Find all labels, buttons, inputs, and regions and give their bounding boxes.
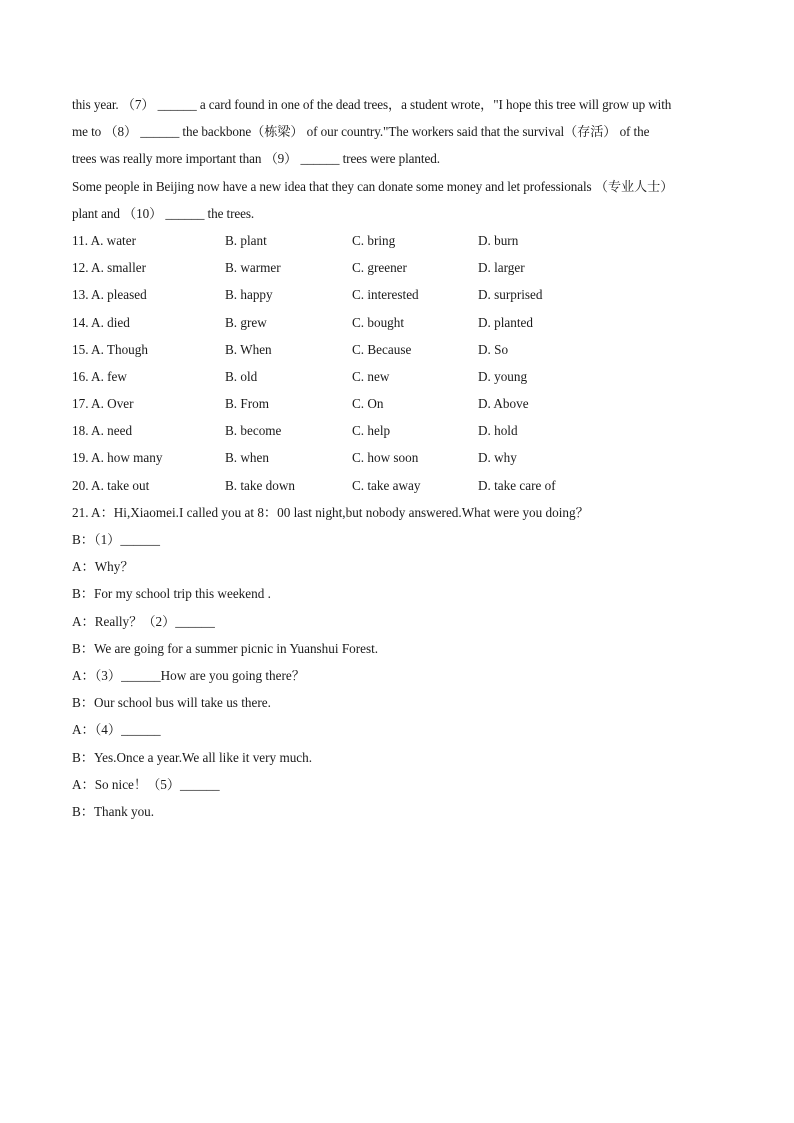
option-a: 20. A. take out <box>72 477 150 493</box>
option-c: C. new <box>352 368 390 384</box>
dialogue-line: A：（3）______How are you going there？ <box>72 667 305 683</box>
option-a: 19. A. how many <box>72 450 163 466</box>
dialogue-line: B：For my school trip this weekend . <box>72 586 271 602</box>
option-d: D. So <box>478 341 509 357</box>
option-d: D. why <box>478 450 517 466</box>
dialogue-line: B：Yes.Once a year.We all like it very much. <box>72 749 313 765</box>
option-b: B. From <box>225 396 269 412</box>
question-row <box>72 257 732 284</box>
option-a: 14. A. died <box>72 314 130 330</box>
dialogue-line: B：We are going for a summer picnic in Yuanshui Forest. <box>72 640 379 656</box>
option-d: D. Above <box>478 396 529 412</box>
question-row <box>72 284 732 311</box>
option-d: D. burn <box>478 232 519 248</box>
dialogue-line: B：Our school bus will take us there. <box>72 695 271 711</box>
option-d: D. larger <box>478 260 525 276</box>
option-b: B. When <box>225 341 272 357</box>
dialogue-line: B：（1）______ <box>72 532 160 547</box>
option-c: C. On <box>352 396 384 412</box>
option-b: B. become <box>225 423 282 439</box>
dialogue-section <box>72 502 732 828</box>
option-c: C. how soon <box>352 450 419 466</box>
option-a: 17. A. Over <box>72 396 134 412</box>
option-a: 12. A. smaller <box>72 260 146 276</box>
passage-line: plant and （10） ______ the trees. <box>72 205 255 221</box>
question-row <box>72 475 732 502</box>
option-a: 16. A. few <box>72 368 127 384</box>
question-row <box>72 230 732 257</box>
option-b: B. warmer <box>225 260 281 276</box>
option-a: 15. A. Though <box>72 341 148 357</box>
option-d: D. surprised <box>478 287 543 303</box>
dialogue-line: A：Why？ <box>72 559 134 575</box>
dialogue-line: A：Really？（2）______ <box>72 613 215 629</box>
option-b: B. take down <box>225 477 295 493</box>
option-d: D. young <box>478 368 528 384</box>
dialogue-line: 21. A：Hi,Xiaomei.I called you at 8：00 last night,but nobody answered.What were you doing？ <box>72 504 589 520</box>
question-row <box>72 339 732 366</box>
option-a: 18. A. need <box>72 423 133 439</box>
option-c: C. bring <box>352 232 396 248</box>
option-c: C. take away <box>352 477 421 493</box>
option-b: B. grew <box>225 314 267 330</box>
option-c: C. greener <box>352 260 407 276</box>
option-b: B. when <box>225 450 269 466</box>
question-row <box>72 366 732 393</box>
dialogue-line: B：Thank you. <box>72 803 155 819</box>
option-b: B. old <box>225 368 258 384</box>
passage-line: Some people in Beijing now have a new idea that they can donate some money and let professionals （专业人士） <box>72 178 674 194</box>
options-list <box>72 230 732 502</box>
option-c: C. help <box>352 423 391 439</box>
option-c: C. interested <box>352 287 419 303</box>
passage-line: this year. （7） ______ a card found in one of the dead trees，a student wrote，"I hope this tree will grow up with <box>72 97 672 112</box>
passage-line: trees was really more important than （9） ______ trees were planted. <box>72 151 440 167</box>
question-row <box>72 393 732 420</box>
option-d: D. take care of <box>478 477 556 493</box>
option-c: C. Because <box>352 341 412 357</box>
passage-line: me to （8） ______ the backbone（栋梁） of our country."The workers said that the survival（存活） of the <box>72 124 650 140</box>
cloze-passage <box>72 94 732 230</box>
question-row <box>72 447 732 474</box>
dialogue-line: A：（4）______ <box>72 722 161 738</box>
option-d: D. planted <box>478 314 533 330</box>
option-c: C. bought <box>352 314 405 330</box>
question-row <box>72 420 732 447</box>
option-b: B. plant <box>225 232 267 248</box>
option-a: 11. A. water <box>72 232 136 248</box>
option-b: B. happy <box>225 287 273 303</box>
option-a: 13. A. pleased <box>72 287 147 303</box>
question-row <box>72 312 732 339</box>
dialogue-line: A：So nice！（5）______ <box>72 776 220 792</box>
worksheet-page <box>72 94 732 828</box>
option-d: D. hold <box>478 423 518 439</box>
